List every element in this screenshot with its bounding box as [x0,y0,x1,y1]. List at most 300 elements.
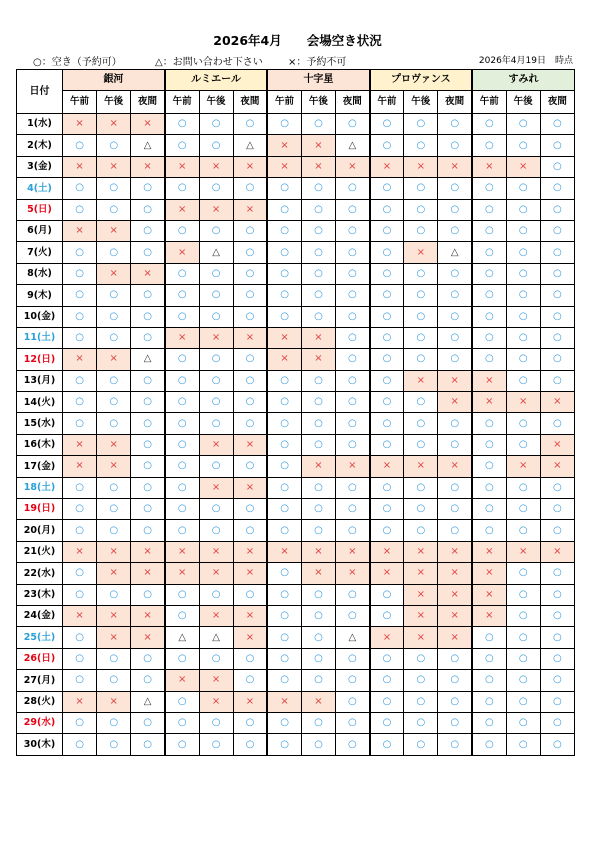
status-available: ○ [370,477,404,498]
status-available: ○ [301,627,335,648]
status-available: ○ [233,178,267,199]
status-available: ○ [301,584,335,605]
status-available: ○ [63,584,97,605]
status-full: × [540,392,574,413]
status-available: ○ [301,242,335,263]
status-available: ○ [267,456,301,477]
status-available: ○ [233,285,267,306]
status-available: ○ [438,499,472,520]
date-cell: 20(月) [17,520,63,541]
status-full: × [370,156,404,177]
status-available: ○ [438,670,472,691]
status-available: ○ [506,648,540,669]
status-available: ○ [199,648,233,669]
status-available: ○ [404,199,438,220]
status-full: × [472,605,506,626]
status-available: ○ [370,327,404,348]
status-available: ○ [506,306,540,327]
status-available: ○ [336,178,370,199]
status-available: ○ [404,392,438,413]
status-available: ○ [97,135,131,156]
status-available: ○ [506,135,540,156]
status-available: ○ [336,285,370,306]
status-full: × [131,156,165,177]
status-available: ○ [472,477,506,498]
status-full: × [165,199,199,220]
status-full: × [131,605,165,626]
status-available: ○ [199,370,233,391]
table-row [17,392,575,413]
status-full: × [301,563,335,584]
status-available: ○ [301,370,335,391]
status-available: ○ [370,349,404,370]
status-available: ○ [370,285,404,306]
status-available: ○ [233,349,267,370]
status-full: × [404,605,438,626]
status-full: × [267,349,301,370]
status-available: ○ [233,220,267,241]
status-available: ○ [301,734,335,755]
table-row [17,178,575,199]
status-full: × [404,584,438,605]
status-full: × [267,327,301,348]
status-full: × [97,434,131,455]
status-full: × [540,541,574,562]
status-available: ○ [540,114,574,135]
status-available: ○ [438,734,472,755]
status-full: × [199,563,233,584]
status-available: ○ [404,114,438,135]
date-cell: 1(水) [17,114,63,135]
status-full: × [404,563,438,584]
status-available: ○ [301,670,335,691]
status-available: ○ [267,220,301,241]
status-available: ○ [165,370,199,391]
status-available: ○ [370,584,404,605]
status-full: × [63,114,97,135]
status-available: ○ [199,499,233,520]
status-available: ○ [97,242,131,263]
status-available: ○ [506,477,540,498]
status-available: ○ [165,605,199,626]
status-available: ○ [301,413,335,434]
status-available: ○ [472,627,506,648]
table-row [17,135,575,156]
status-available: ○ [199,135,233,156]
table-row [17,670,575,691]
status-available: ○ [131,477,165,498]
status-available: ○ [199,413,233,434]
status-available: ○ [267,178,301,199]
status-available: ○ [472,349,506,370]
status-available: ○ [404,520,438,541]
table-row [17,691,575,712]
status-available: ○ [63,306,97,327]
status-available: ○ [165,135,199,156]
status-available: ○ [472,456,506,477]
period-header: 夜間 [336,91,370,114]
status-available: ○ [199,712,233,733]
status-full: × [438,563,472,584]
status-available: ○ [63,178,97,199]
status-available: ○ [336,648,370,669]
status-full: × [404,242,438,263]
status-available: ○ [336,670,370,691]
table-row [17,648,575,669]
status-available: ○ [131,242,165,263]
date-cell: 13(月) [17,370,63,391]
status-available: ○ [131,456,165,477]
status-available: ○ [370,712,404,733]
status-available: ○ [301,199,335,220]
status-available: ○ [540,670,574,691]
status-available: ○ [540,306,574,327]
status-available: ○ [472,178,506,199]
status-available: ○ [370,242,404,263]
status-full: × [97,349,131,370]
status-full: × [233,156,267,177]
date-cell: 25(土) [17,627,63,648]
status-available: ○ [233,456,267,477]
status-available: ○ [131,734,165,755]
date-cell: 12(日) [17,349,63,370]
status-available: ○ [301,520,335,541]
status-full: × [438,541,472,562]
status-available: ○ [404,712,438,733]
table-row [17,520,575,541]
status-available: ○ [540,627,574,648]
status-available: ○ [165,648,199,669]
status-available: ○ [540,327,574,348]
status-available: ○ [233,392,267,413]
status-available: ○ [370,220,404,241]
venue-header: すみれ [472,70,575,91]
date-cell: 15(水) [17,413,63,434]
status-available: ○ [336,712,370,733]
status-full: × [131,541,165,562]
status-available: ○ [404,135,438,156]
status-full: × [404,541,438,562]
period-header: 午後 [404,91,438,114]
status-available: ○ [336,242,370,263]
status-full: × [472,584,506,605]
status-full: × [472,563,506,584]
period-header: 午後 [506,91,540,114]
status-available: ○ [472,220,506,241]
table-row [17,734,575,755]
period-header: 午後 [199,91,233,114]
status-full: × [131,114,165,135]
date-cell: 5(日) [17,199,63,220]
period-header: 午前 [63,91,97,114]
status-available: ○ [472,242,506,263]
table-row [17,477,575,498]
status-available: ○ [63,263,97,284]
status-full: × [370,627,404,648]
status-full: × [63,434,97,455]
status-available: ○ [404,434,438,455]
status-available: ○ [438,178,472,199]
status-available: ○ [472,199,506,220]
status-available: ○ [336,691,370,712]
status-available: ○ [404,285,438,306]
status-available: ○ [199,456,233,477]
table-row [17,199,575,220]
status-available: ○ [438,327,472,348]
status-available: ○ [199,734,233,755]
status-available: ○ [97,520,131,541]
status-full: × [233,434,267,455]
status-available: ○ [438,114,472,135]
as-of-date: 2026年4月19日 時点 [478,56,573,66]
status-available: ○ [165,392,199,413]
status-available: ○ [506,220,540,241]
status-available: ○ [63,499,97,520]
status-available: ○ [267,285,301,306]
status-available: ○ [336,306,370,327]
status-available: ○ [404,413,438,434]
status-available: ○ [301,605,335,626]
status-full: × [267,541,301,562]
table-row [17,563,575,584]
status-available: ○ [438,691,472,712]
status-available: ○ [97,477,131,498]
status-available: ○ [472,434,506,455]
period-header: 夜間 [131,91,165,114]
status-available: ○ [404,263,438,284]
status-available: ○ [506,199,540,220]
date-cell: 17(金) [17,456,63,477]
status-available: ○ [267,413,301,434]
status-available: ○ [165,178,199,199]
date-cell: 28(火) [17,691,63,712]
page-title: 2026年4月 会場空き状況 [213,33,382,48]
status-available: ○ [438,712,472,733]
status-available: ○ [233,242,267,263]
status-full: × [267,156,301,177]
status-available: ○ [63,648,97,669]
table-row [17,627,575,648]
status-full: × [199,199,233,220]
status-full: × [438,627,472,648]
status-available: ○ [370,648,404,669]
table-row [17,584,575,605]
status-full: × [97,627,131,648]
status-available: ○ [370,413,404,434]
period-header: 午後 [301,91,335,114]
status-full: × [97,156,131,177]
status-available: ○ [131,285,165,306]
status-available: ○ [438,434,472,455]
status-available: ○ [131,499,165,520]
status-available: ○ [404,648,438,669]
date-cell: 11(土) [17,327,63,348]
status-available: ○ [131,392,165,413]
status-available: ○ [301,648,335,669]
status-full: × [165,327,199,348]
status-available: ○ [233,734,267,755]
table-row [17,306,575,327]
status-available: ○ [472,135,506,156]
status-available: ○ [63,135,97,156]
status-available: ○ [165,220,199,241]
status-available: ○ [165,499,199,520]
period-header: 午前 [472,91,506,114]
status-available: ○ [63,370,97,391]
status-available: ○ [336,734,370,755]
table-row [17,499,575,520]
period-header: 午前 [267,91,301,114]
legend-available: ○：空き（予約可） [33,57,122,68]
status-available: ○ [131,648,165,669]
status-full: × [438,584,472,605]
status-inquire: △ [165,627,199,648]
status-inquire: △ [131,135,165,156]
status-available: ○ [370,263,404,284]
status-available: ○ [472,712,506,733]
status-available: ○ [233,413,267,434]
status-available: ○ [267,648,301,669]
status-full: × [506,156,540,177]
status-full: × [199,670,233,691]
status-available: ○ [131,413,165,434]
date-cell: 14(火) [17,392,63,413]
status-available: ○ [540,413,574,434]
status-available: ○ [165,456,199,477]
status-available: ○ [63,734,97,755]
status-available: ○ [336,413,370,434]
status-available: ○ [540,370,574,391]
status-inquire: △ [131,349,165,370]
status-available: ○ [267,392,301,413]
status-available: ○ [370,605,404,626]
table-row [17,263,575,284]
status-available: ○ [97,178,131,199]
status-full: × [506,392,540,413]
status-available: ○ [336,114,370,135]
date-cell: 2(木) [17,135,63,156]
status-full: × [472,392,506,413]
status-full: × [506,456,540,477]
status-available: ○ [370,434,404,455]
status-full: × [404,156,438,177]
status-full: × [233,605,267,626]
status-available: ○ [165,691,199,712]
status-available: ○ [165,520,199,541]
status-available: ○ [301,434,335,455]
status-available: ○ [540,563,574,584]
venue-header: 銀河 [63,70,165,91]
status-available: ○ [540,691,574,712]
status-available: ○ [165,349,199,370]
status-available: ○ [97,734,131,755]
status-available: ○ [540,156,574,177]
status-full: × [370,541,404,562]
table-row [17,349,575,370]
status-available: ○ [472,413,506,434]
status-available: ○ [165,734,199,755]
status-available: ○ [506,413,540,434]
status-available: ○ [267,605,301,626]
date-cell: 8(水) [17,263,63,284]
status-full: × [63,156,97,177]
table-row [17,605,575,626]
status-full: × [370,456,404,477]
status-full: × [97,541,131,562]
status-available: ○ [438,135,472,156]
status-available: ○ [404,499,438,520]
status-available: ○ [540,584,574,605]
legend-full: ×：予約不可 [288,57,347,68]
status-available: ○ [370,392,404,413]
period-header: 午前 [165,91,199,114]
status-full: × [131,627,165,648]
status-available: ○ [267,520,301,541]
status-available: ○ [472,648,506,669]
status-available: ○ [131,712,165,733]
date-cell: 26(日) [17,648,63,669]
status-available: ○ [199,285,233,306]
status-full: × [199,477,233,498]
table-row [17,327,575,348]
venue-header: プロヴァンス [370,70,472,91]
status-available: ○ [438,306,472,327]
status-available: ○ [472,114,506,135]
status-available: ○ [267,734,301,755]
status-available: ○ [301,712,335,733]
status-available: ○ [370,734,404,755]
status-available: ○ [233,114,267,135]
status-available: ○ [97,327,131,348]
status-available: ○ [199,306,233,327]
status-available: ○ [506,263,540,284]
status-available: ○ [63,563,97,584]
date-cell: 16(木) [17,434,63,455]
status-available: ○ [63,477,97,498]
status-available: ○ [267,477,301,498]
status-available: ○ [506,712,540,733]
table-row [17,370,575,391]
status-full: × [301,135,335,156]
status-available: ○ [165,306,199,327]
status-available: ○ [199,349,233,370]
legend-inquire: △：お問い合わせ下さい [155,57,263,68]
status-available: ○ [131,178,165,199]
status-full: × [199,327,233,348]
status-available: ○ [472,327,506,348]
status-available: ○ [301,306,335,327]
status-full: × [233,541,267,562]
status-full: × [233,627,267,648]
status-available: ○ [199,220,233,241]
status-available: ○ [63,520,97,541]
status-available: ○ [336,434,370,455]
status-available: ○ [301,114,335,135]
status-available: ○ [540,285,574,306]
status-available: ○ [336,263,370,284]
status-available: ○ [438,520,472,541]
date-cell: 19(日) [17,499,63,520]
status-available: ○ [472,520,506,541]
status-available: ○ [267,263,301,284]
status-available: ○ [540,520,574,541]
status-full: × [97,456,131,477]
table-row [17,456,575,477]
status-available: ○ [438,349,472,370]
date-cell: 21(火) [17,541,63,562]
status-full: × [301,349,335,370]
status-available: ○ [131,370,165,391]
